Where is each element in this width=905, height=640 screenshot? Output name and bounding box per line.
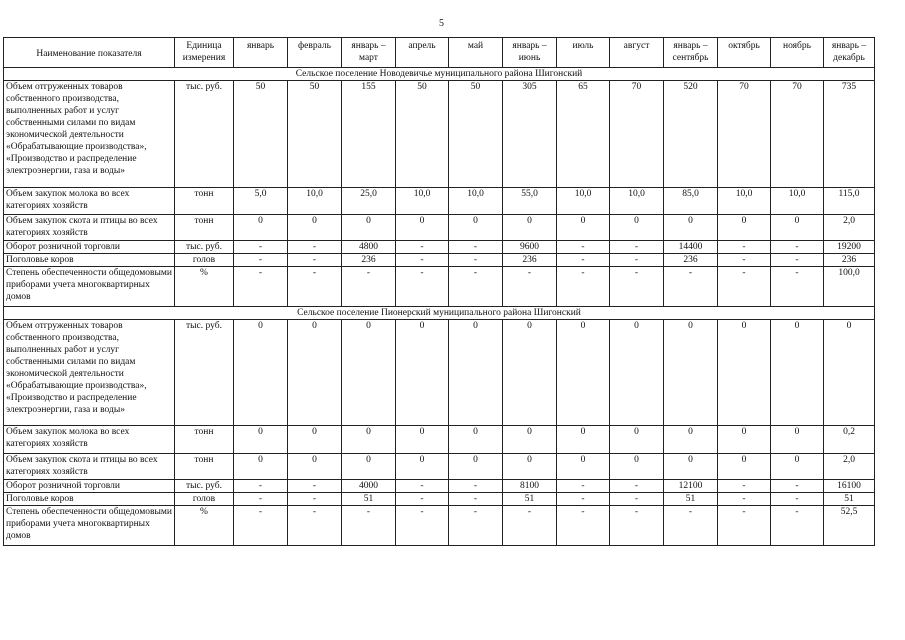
- value-cell: -: [718, 506, 771, 546]
- value-cell: 51: [342, 493, 396, 506]
- value-cell: 65: [557, 81, 610, 188]
- value-cell: 0: [503, 426, 557, 454]
- value-cell: 51: [824, 493, 875, 506]
- value-cell: -: [288, 241, 342, 254]
- value-cell: 155: [342, 81, 396, 188]
- value-cell: 4800: [342, 241, 396, 254]
- value-cell: 2,0: [824, 454, 875, 480]
- indicator-name-cell: Объем отгруженных товаров собственного производства, выполненных работ и услуг собственными силами по видам экономической деятельности «Обрабатывающие производства», «Производство и распределение электроэнергии, газа и воды»: [4, 81, 175, 188]
- value-cell: 10,0: [771, 188, 824, 215]
- table-row: [4, 320, 875, 426]
- unit-cell: тыс. руб.: [175, 81, 234, 188]
- table-row: [4, 426, 875, 454]
- value-cell: 50: [449, 81, 503, 188]
- value-cell: 0: [342, 426, 396, 454]
- value-cell: 236: [342, 254, 396, 267]
- header-august: август: [610, 38, 664, 68]
- value-cell: 0: [503, 215, 557, 241]
- value-cell: 0: [664, 426, 718, 454]
- value-cell: -: [557, 254, 610, 267]
- header-july: июль: [557, 38, 610, 68]
- header-november: ноябрь: [771, 38, 824, 68]
- section-title: Сельское поселение Пионерский муниципального района Шигонский: [4, 307, 875, 320]
- indicators-table: [3, 37, 875, 546]
- unit-cell: %: [175, 267, 234, 307]
- table-row: [4, 506, 875, 546]
- value-cell: -: [342, 267, 396, 307]
- value-cell: -: [610, 267, 664, 307]
- value-cell: 0: [342, 320, 396, 426]
- value-cell: 0: [771, 320, 824, 426]
- value-cell: -: [449, 480, 503, 493]
- value-cell: 735: [824, 81, 875, 188]
- value-cell: -: [449, 267, 503, 307]
- unit-cell: тыс. руб.: [175, 241, 234, 254]
- indicator-name-cell: Объем закупок скота и птицы во всех категориях хозяйств: [4, 454, 175, 480]
- value-cell: -: [234, 506, 288, 546]
- header-indicator-name: Наименование показателя: [4, 38, 175, 68]
- unit-cell: тонн: [175, 454, 234, 480]
- value-cell: 19200: [824, 241, 875, 254]
- value-cell: -: [718, 480, 771, 493]
- value-cell: 5,0: [234, 188, 288, 215]
- value-cell: 0: [610, 215, 664, 241]
- value-cell: -: [396, 267, 449, 307]
- value-cell: 236: [503, 254, 557, 267]
- value-cell: 10,0: [557, 188, 610, 215]
- value-cell: 51: [503, 493, 557, 506]
- value-cell: 16100: [824, 480, 875, 493]
- value-cell: -: [664, 267, 718, 307]
- indicator-name-cell: Степень обеспеченности общедомовыми приборами учета многоквартирных домов: [4, 506, 175, 546]
- value-cell: 0: [396, 320, 449, 426]
- table-body: [4, 68, 875, 546]
- value-cell: -: [557, 506, 610, 546]
- header-february: февраль: [288, 38, 342, 68]
- value-cell: -: [557, 480, 610, 493]
- value-cell: -: [718, 267, 771, 307]
- value-cell: 0: [234, 320, 288, 426]
- value-cell: -: [288, 267, 342, 307]
- value-cell: 0: [288, 320, 342, 426]
- value-cell: 0: [449, 320, 503, 426]
- value-cell: 0: [449, 426, 503, 454]
- value-cell: 0: [610, 320, 664, 426]
- value-cell: -: [288, 254, 342, 267]
- value-cell: 2,0: [824, 215, 875, 241]
- value-cell: -: [771, 493, 824, 506]
- value-cell: 10,0: [396, 188, 449, 215]
- value-cell: 10,0: [449, 188, 503, 215]
- value-cell: -: [610, 241, 664, 254]
- value-cell: -: [342, 506, 396, 546]
- header-january: январь: [234, 38, 288, 68]
- value-cell: -: [557, 267, 610, 307]
- value-cell: -: [557, 493, 610, 506]
- unit-cell: голов: [175, 493, 234, 506]
- value-cell: -: [396, 493, 449, 506]
- value-cell: -: [288, 493, 342, 506]
- unit-cell: голов: [175, 254, 234, 267]
- value-cell: -: [771, 267, 824, 307]
- value-cell: 0: [557, 454, 610, 480]
- value-cell: -: [771, 254, 824, 267]
- table-row: [4, 480, 875, 493]
- value-cell: -: [449, 506, 503, 546]
- value-cell: 85,0: [664, 188, 718, 215]
- value-cell: 70: [610, 81, 664, 188]
- value-cell: 0: [771, 215, 824, 241]
- value-cell: -: [771, 241, 824, 254]
- value-cell: 0: [449, 215, 503, 241]
- unit-cell: тыс. руб.: [175, 320, 234, 426]
- value-cell: 10,0: [288, 188, 342, 215]
- value-cell: 50: [396, 81, 449, 188]
- value-cell: 0: [342, 454, 396, 480]
- value-cell: 0: [824, 320, 875, 426]
- value-cell: -: [288, 506, 342, 546]
- value-cell: 0: [718, 215, 771, 241]
- value-cell: -: [610, 480, 664, 493]
- header-jan-jun: январь – июнь: [503, 38, 557, 68]
- value-cell: 70: [718, 81, 771, 188]
- header-october: октябрь: [718, 38, 771, 68]
- value-cell: 0: [234, 215, 288, 241]
- value-cell: -: [234, 254, 288, 267]
- value-cell: -: [288, 480, 342, 493]
- value-cell: -: [557, 241, 610, 254]
- header-unit: Единица измерения: [175, 38, 234, 68]
- table-row: [4, 215, 875, 241]
- page-number: 5: [439, 18, 444, 29]
- value-cell: -: [771, 480, 824, 493]
- indicator-name-cell: Степень обеспеченности общедомовыми приборами учета многоквартирных домов: [4, 267, 175, 307]
- value-cell: 236: [664, 254, 718, 267]
- table-row: [4, 267, 875, 307]
- value-cell: 0: [771, 454, 824, 480]
- value-cell: 50: [288, 81, 342, 188]
- value-cell: 0: [664, 320, 718, 426]
- value-cell: 0: [718, 426, 771, 454]
- value-cell: -: [234, 267, 288, 307]
- unit-cell: тонн: [175, 188, 234, 215]
- indicator-name-cell: Объем закупок молока во всех категориях хозяйств: [4, 426, 175, 454]
- table-header-row: [4, 38, 875, 68]
- value-cell: 0: [234, 426, 288, 454]
- value-cell: 0: [449, 454, 503, 480]
- unit-cell: тыс. руб.: [175, 480, 234, 493]
- value-cell: 4000: [342, 480, 396, 493]
- table-row: [4, 81, 875, 188]
- value-cell: 50: [234, 81, 288, 188]
- value-cell: 0: [396, 215, 449, 241]
- value-cell: 0: [664, 215, 718, 241]
- value-cell: -: [664, 506, 718, 546]
- value-cell: 12100: [664, 480, 718, 493]
- value-cell: 25,0: [342, 188, 396, 215]
- value-cell: 8100: [503, 480, 557, 493]
- header-jan-dec: январь – декабрь: [824, 38, 875, 68]
- value-cell: 520: [664, 81, 718, 188]
- indicator-name-cell: Поголовье коров: [4, 493, 175, 506]
- table-row: [4, 454, 875, 480]
- value-cell: 0: [396, 426, 449, 454]
- value-cell: -: [610, 506, 664, 546]
- section-title: Сельское поселение Новодевичье муниципального района Шигонский: [4, 68, 875, 81]
- table-row: [4, 241, 875, 254]
- value-cell: 55,0: [503, 188, 557, 215]
- indicator-name-cell: Оборот розничной торговли: [4, 241, 175, 254]
- value-cell: 0: [771, 426, 824, 454]
- value-cell: 0: [718, 454, 771, 480]
- value-cell: 0: [718, 320, 771, 426]
- value-cell: -: [396, 241, 449, 254]
- indicator-name-cell: Объем отгруженных товаров собственного производства, выполненных работ и услуг собственными силами по видам экономической деятельности «Обрабатывающие производства», «Производство и распределение электроэнергии, газа и воды»: [4, 320, 175, 426]
- header-jan-mar: январь – март: [342, 38, 396, 68]
- value-cell: 9600: [503, 241, 557, 254]
- value-cell: 70: [771, 81, 824, 188]
- value-cell: -: [771, 506, 824, 546]
- value-cell: 115,0: [824, 188, 875, 215]
- value-cell: -: [449, 241, 503, 254]
- value-cell: -: [610, 254, 664, 267]
- value-cell: 10,0: [610, 188, 664, 215]
- value-cell: 14400: [664, 241, 718, 254]
- value-cell: -: [449, 493, 503, 506]
- value-cell: 0: [610, 426, 664, 454]
- value-cell: 305: [503, 81, 557, 188]
- value-cell: -: [503, 506, 557, 546]
- indicator-name-cell: Оборот розничной торговли: [4, 480, 175, 493]
- value-cell: 10,0: [718, 188, 771, 215]
- value-cell: 0,2: [824, 426, 875, 454]
- value-cell: 0: [234, 454, 288, 480]
- value-cell: 0: [610, 454, 664, 480]
- table-row: [4, 493, 875, 506]
- header-jan-sep: январь – сентябрь: [664, 38, 718, 68]
- value-cell: -: [718, 254, 771, 267]
- value-cell: 0: [557, 215, 610, 241]
- value-cell: 0: [288, 454, 342, 480]
- value-cell: -: [610, 493, 664, 506]
- value-cell: 0: [503, 320, 557, 426]
- value-cell: 100,0: [824, 267, 875, 307]
- value-cell: -: [396, 480, 449, 493]
- value-cell: 52,5: [824, 506, 875, 546]
- value-cell: 0: [396, 454, 449, 480]
- indicator-name-cell: Объем закупок молока во всех категориях хозяйств: [4, 188, 175, 215]
- value-cell: 0: [557, 426, 610, 454]
- indicator-name-cell: Объем закупок скота и птицы во всех категориях хозяйств: [4, 215, 175, 241]
- section-header-row: [4, 307, 875, 320]
- value-cell: 0: [503, 454, 557, 480]
- unit-cell: %: [175, 506, 234, 546]
- value-cell: 0: [664, 454, 718, 480]
- value-cell: 0: [342, 215, 396, 241]
- value-cell: -: [396, 254, 449, 267]
- header-april: апрель: [396, 38, 449, 68]
- section-header-row: [4, 68, 875, 81]
- value-cell: -: [234, 241, 288, 254]
- value-cell: -: [396, 506, 449, 546]
- value-cell: -: [234, 493, 288, 506]
- value-cell: 0: [288, 215, 342, 241]
- table-row: [4, 254, 875, 267]
- value-cell: 236: [824, 254, 875, 267]
- value-cell: -: [718, 241, 771, 254]
- value-cell: 51: [664, 493, 718, 506]
- value-cell: 0: [557, 320, 610, 426]
- unit-cell: тонн: [175, 215, 234, 241]
- value-cell: -: [718, 493, 771, 506]
- value-cell: -: [503, 267, 557, 307]
- table-row: [4, 188, 875, 215]
- value-cell: -: [234, 480, 288, 493]
- value-cell: -: [449, 254, 503, 267]
- header-may: май: [449, 38, 503, 68]
- value-cell: 0: [288, 426, 342, 454]
- unit-cell: тонн: [175, 426, 234, 454]
- indicator-name-cell: Поголовье коров: [4, 254, 175, 267]
